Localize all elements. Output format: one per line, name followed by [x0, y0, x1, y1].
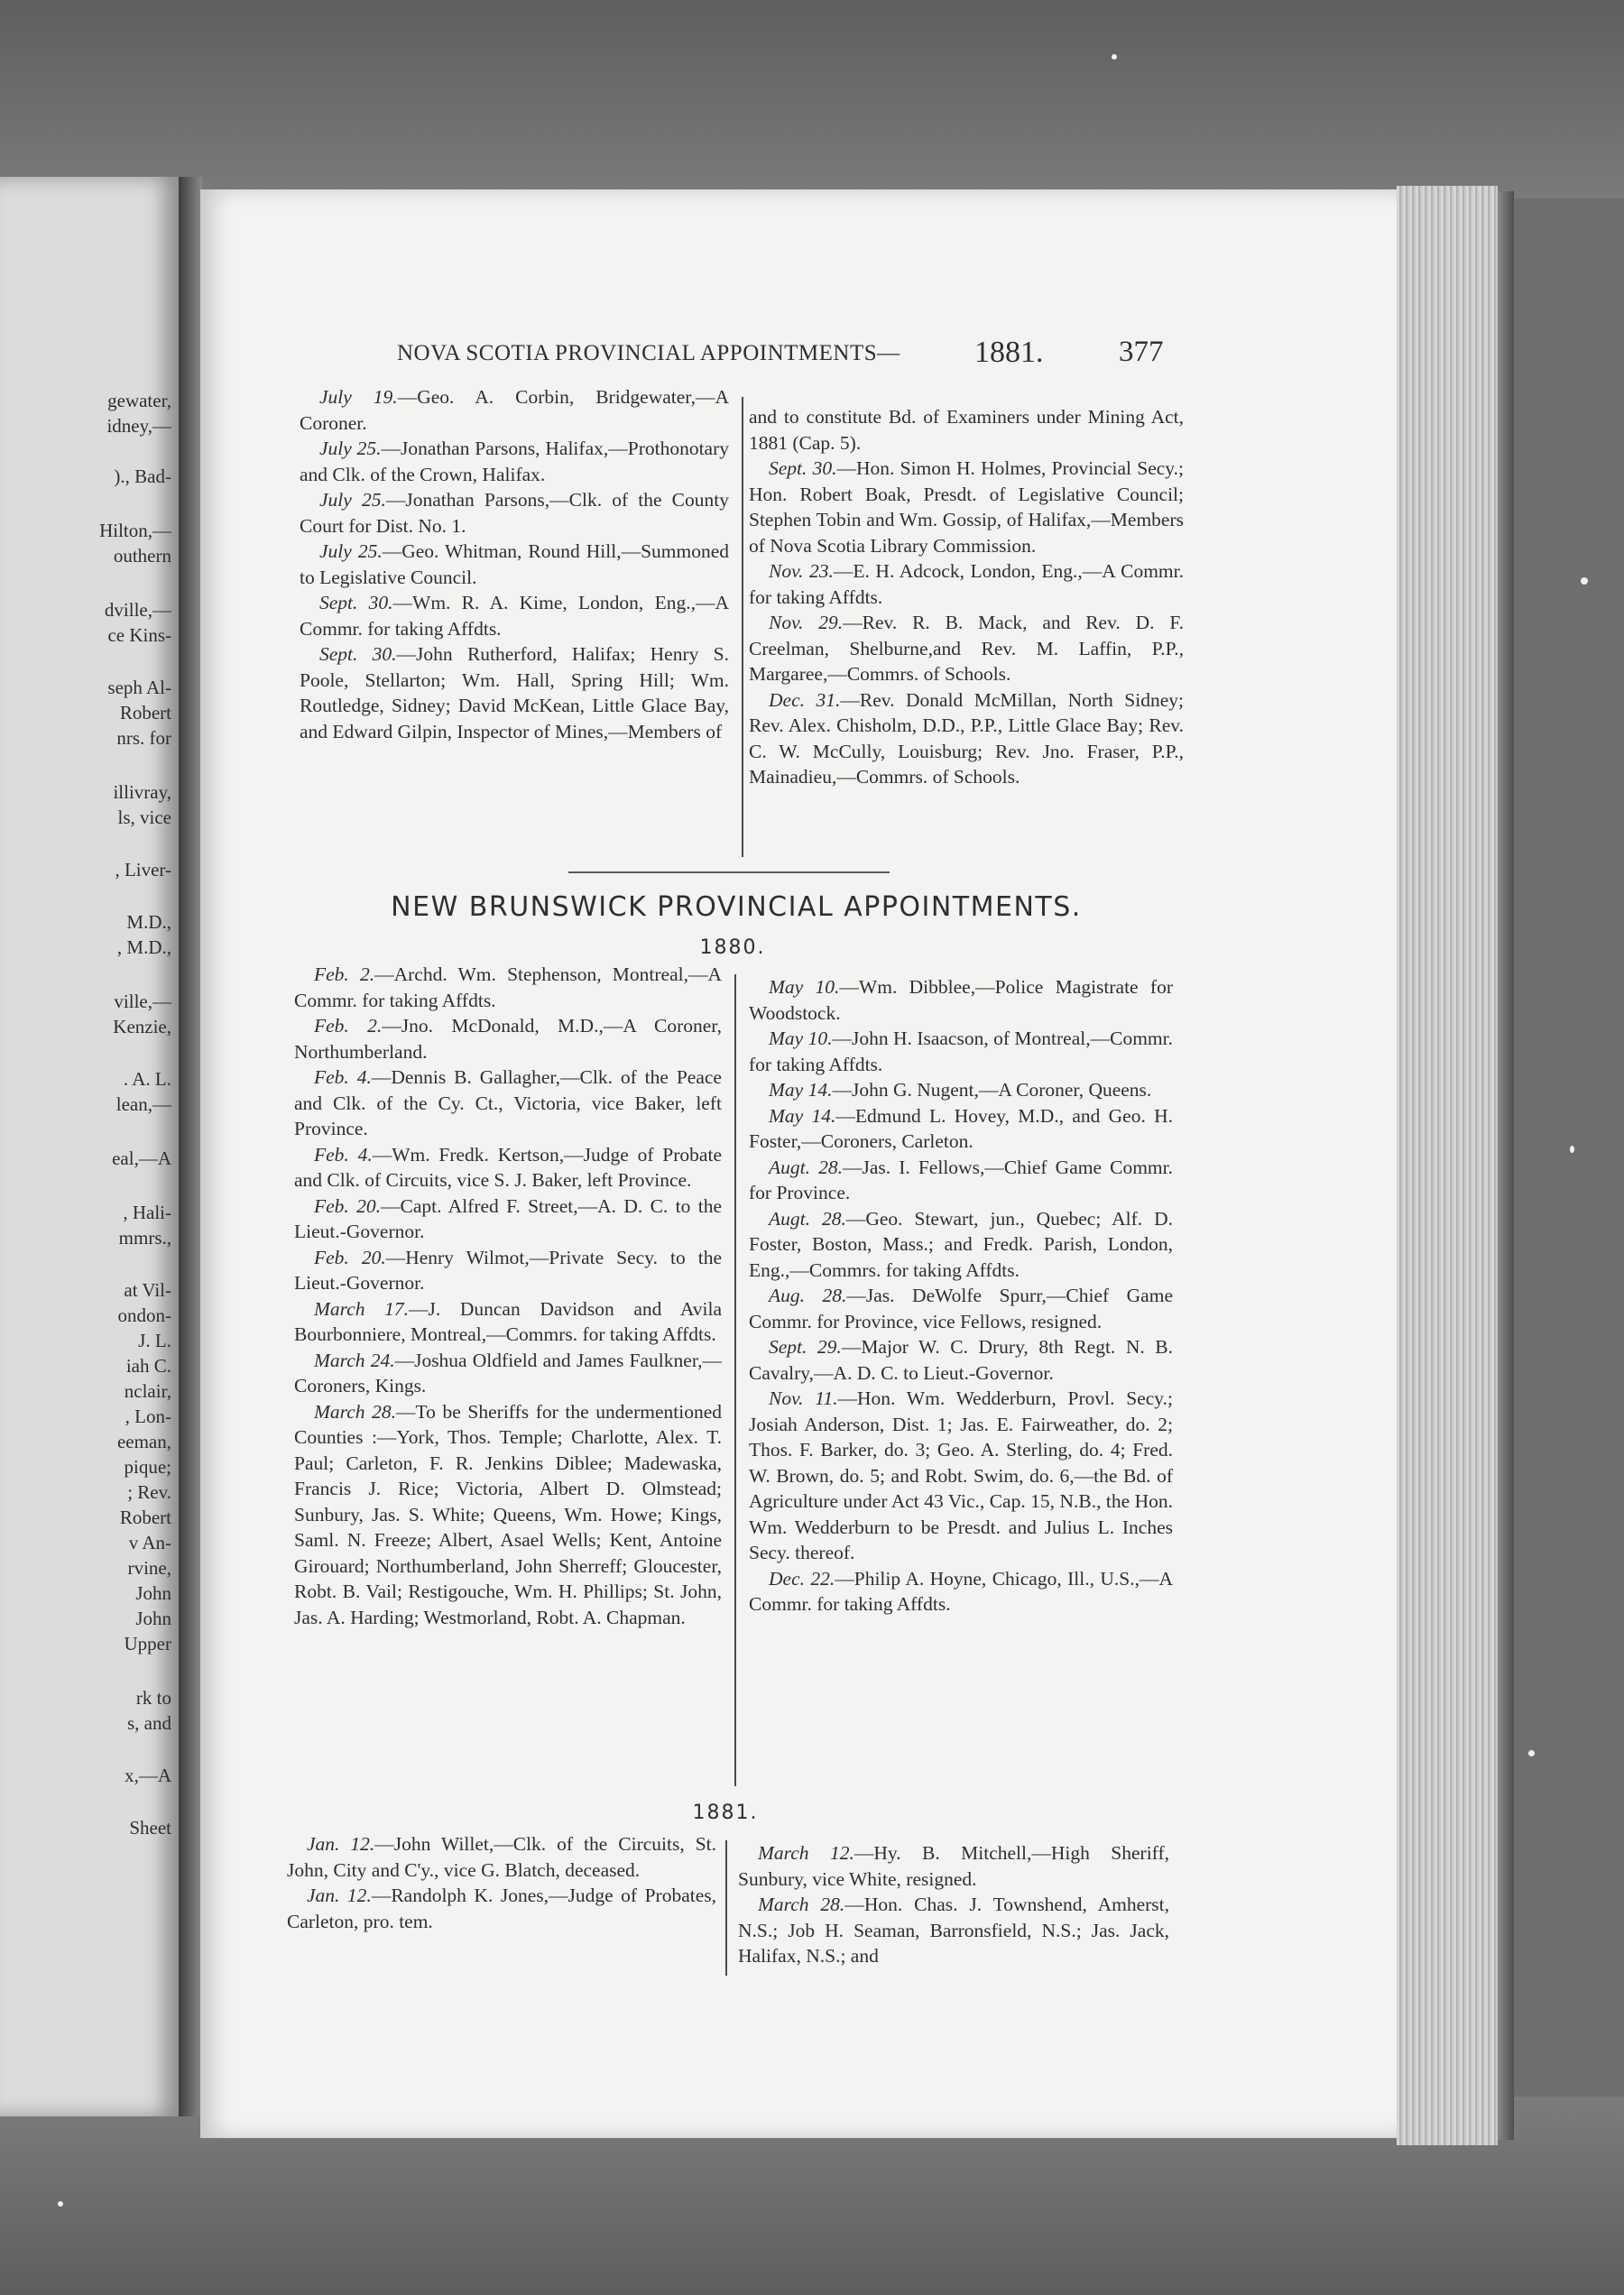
facing-page-text: ce Kins-: [107, 624, 171, 646]
appointment-entry: [749, 1283, 1173, 1334]
entry-date: Feb. 20.: [314, 1246, 386, 1268]
facing-page-text: ondon-: [117, 1304, 171, 1326]
entry-date: Feb. 2.: [314, 963, 375, 985]
nb-1881-left-column: [287, 1831, 716, 1934]
appointment-entry: [294, 1245, 722, 1296]
facing-page-text: John: [135, 1608, 171, 1629]
appointment-entry: [749, 1026, 1173, 1077]
appointment-entry: [749, 610, 1184, 687]
entry-date: Jan. 12.: [307, 1885, 372, 1906]
nb-1881-right-column: [738, 1840, 1169, 1969]
entry-text: —Geo. A. Corbin, Bridgewater,—A Coroner.: [300, 386, 729, 434]
entry-date: Dec. 22.: [769, 1567, 835, 1590]
appointment-entry: [294, 1065, 722, 1142]
ns-left-column: [300, 384, 729, 744]
header-title: NOVA SCOTIA PROVINCIAL APPOINTMENTS—: [397, 341, 900, 365]
entry-date: May 10.: [769, 976, 840, 998]
entry-date: Dec. 31.: [769, 688, 841, 711]
facing-page-text: Upper: [124, 1633, 171, 1654]
entry-date: May 14.: [769, 1079, 833, 1101]
entry-text: —Philip A. Hoyne, Chicago, Ill., U.S.,—A Commr. for taking Affdts.: [749, 1567, 1173, 1615]
appointment-entry: [738, 1840, 1169, 1892]
appointment-entry: [300, 384, 729, 436]
appointment-entry: [749, 404, 1184, 456]
entry-text: and to constitute Bd. of Examiners under Mining Act, 1881 (Cap. 5).: [749, 406, 1184, 454]
facing-page-text: pique;: [124, 1456, 171, 1478]
ns-column-rule: [742, 397, 743, 857]
entry-date: March 28.: [314, 1400, 397, 1423]
facing-page-text: s, and: [127, 1712, 171, 1734]
appointment-entry: [749, 1566, 1173, 1618]
appointment-entry: [294, 962, 722, 1013]
facing-page-text: Robert: [119, 1507, 171, 1528]
facing-page-text: outhern: [113, 545, 171, 567]
entry-text: —John Rutherford, Halifax; Henry S. Poole, Stellarton; Wm. Hall, Spring Hill; Wm. Routledge, Sidney; David McKean, Little Glace Bay, and Edward Gilpin, Inspector of Mines,—Members of: [300, 643, 729, 742]
entry-date: Sept. 29.: [769, 1336, 842, 1358]
dust-speck: [1581, 577, 1588, 585]
entry-date: March 17.: [314, 1297, 410, 1320]
dust-speck: [58, 2201, 63, 2207]
nb-1880-left-column: [294, 962, 722, 1630]
facing-page-text: , M.D.,: [116, 936, 171, 958]
appointment-entry: [294, 1013, 722, 1065]
year-heading-1881: 1881.: [692, 1802, 759, 1824]
facing-page-text: rk to: [135, 1687, 171, 1709]
page-number: 377: [1119, 336, 1164, 368]
entry-date: Jan. 12.: [307, 1833, 375, 1855]
entry-date: Aug. 28.: [769, 1285, 847, 1306]
entry-date: July 19.: [319, 386, 398, 408]
entry-text: —Randolph K. Jones,—Judge of Probates, Carleton, pro. tem.: [287, 1885, 716, 1932]
entry-text: —Capt. Alfred F. Street,—A. D. C. to the Lieut.-Governor.: [294, 1194, 722, 1242]
entry-date: May 10.: [769, 1028, 833, 1049]
facing-page-text: Kenzie,: [113, 1016, 171, 1037]
entry-text: —Wm. R. A. Kime, London, Eng.,—A Commr. for taking Affdts.: [300, 592, 729, 640]
entry-text: —Hon. Chas. J. Townshend, Amherst, N.S.; Job H. Seaman, Barronsfield, N.S.; Jas. Jack, Halifax, N.S.; and: [738, 1894, 1169, 1967]
facing-page-text: eal,—A: [112, 1148, 171, 1169]
entry-text: —Henry Wilmot,—Private Secy. to the Lieut.-Governor.: [294, 1246, 722, 1294]
appointment-entry: [294, 1142, 722, 1194]
entry-date: Nov. 11.: [769, 1387, 838, 1409]
facing-page-text: idney,—: [106, 415, 171, 437]
year-heading-1880: 1880.: [699, 936, 766, 959]
facing-page-text: Hilton,—: [99, 520, 171, 541]
entry-text: —Jonathan Parsons, Halifax,—Prothonotary and Clk. of the Crown, Halifax.: [300, 438, 730, 485]
entry-text: —Geo. Stewart, jun., Quebec; Alf. D. Foster, Boston, Mass.; and Fredk. Parish, London, Eng.,—Commrs. for taking Affdts.: [749, 1207, 1173, 1281]
entry-text: —Jno. McDonald, M.D.,—A Coroner, Northumberland.: [294, 1015, 722, 1063]
entry-date: July 25.: [319, 540, 383, 562]
book-cover-edge: [1498, 191, 1514, 2140]
entry-date: May 14.: [769, 1104, 836, 1127]
entry-text: —Dennis B. Gallagher,—Clk. of the Peace and Clk. of the Cy. Ct., Victoria, vice Baker, left Province.: [294, 1066, 722, 1139]
facing-page-text: iah C.: [125, 1355, 171, 1377]
entry-date: Feb. 2.: [314, 1015, 383, 1037]
entry-text: —J. Duncan Davidson and Avila Bourbonniere, Montreal,—Commrs. for taking Affdts.: [294, 1297, 722, 1345]
entry-text: —Rev. Donald McMillan, North Sidney; Rev. Alex. Chisholm, D.D., P.P., Little Glace Bay; Rev. C. W. McCully, Louisburg; Rev. Jno. Fraser, P.P., Mainadieu,—Commrs. of Schools.: [749, 688, 1184, 788]
facing-page-text: Sheet: [129, 1817, 171, 1839]
facing-page-text: )., Bad-: [114, 465, 171, 487]
facing-page-text: v An-: [128, 1532, 171, 1553]
entry-date: March 28.: [758, 1894, 845, 1915]
header-year: 1881.: [974, 336, 1044, 369]
appointment-entry: [300, 487, 729, 539]
entry-text: —To be Sheriffs for the undermentioned Counties :—York, Thos. Temple; Charlotte, Alex. T. Paul; Carleton, F. R. Jenkins Diblee; Madewaska, Francis J. Rice; Victoria, Albert D. Olmstead; Sunbury, Jas. S. White; Queens, Wm. Howe; Kings, Saml. N. Freeze; Albert, Asael Wells; Kent, Antoine Girouard; Northumberland, John Sherreff; Gloucester, Robt. B. Vail; Restigouche, Wm. H. Phillips; St. John, Jas. A. Harding; Westmorland, Robt. A. Chapman.: [294, 1400, 722, 1628]
facing-page-text: lean,—: [115, 1093, 171, 1115]
facing-page-text: x,—A: [125, 1765, 171, 1786]
entry-date: Feb. 20.: [314, 1194, 382, 1217]
entry-date: March 12.: [758, 1842, 854, 1864]
dust-speck: [1112, 54, 1117, 60]
entry-date: Sept. 30.: [319, 592, 393, 613]
appointment-entry: [749, 1386, 1173, 1566]
appointment-entry: [749, 1103, 1173, 1155]
dust-speck: [1528, 1750, 1535, 1756]
page-edges: [1397, 186, 1498, 2145]
facing-page-text: , Liver-: [115, 859, 171, 880]
entry-text: —Jas. I. Fellows,—Chief Game Commr. for Province.: [749, 1156, 1174, 1203]
entry-text: —John G. Nugent,—A Coroner, Queens.: [832, 1079, 1152, 1101]
entry-date: Feb. 4.: [314, 1066, 372, 1088]
facing-page-text: eeman,: [116, 1431, 171, 1452]
appointment-entry: [300, 539, 729, 590]
appointment-entry: [749, 558, 1184, 610]
entry-text: —Hon. Wm. Wedderburn, Provl. Secy.; Josiah Anderson, Dist. 1; Jas. E. Fairweather, do. 2; Thos. F. Barker, do. 3; Geo. A. Sterling, do. 4; Fred. W. Brown, do. 5; and Robt. Swim, do. 6,—the Bd. of Agriculture under Act 43 Vic., Cap. 15, N.B., the Hon. Wm. Wedderburn to be Presdt. and Julius L. Inches Secy. thereof.: [749, 1387, 1174, 1563]
entry-text: —Rev. R. B. Mack, and Rev. D. F. Creelman, Shelburne,and Rev. M. Laffin, P.P., Margaree,—Commrs. of Schools.: [749, 612, 1184, 685]
facing-page-text: at Vil-: [124, 1279, 171, 1301]
entry-text: —Jas. DeWolfe Spurr,—Chief Game Commr. for Province, vice Fellows, resigned.: [749, 1285, 1173, 1332]
facing-page-text: J. L.: [138, 1330, 171, 1351]
appointment-entry: [738, 1892, 1169, 1969]
facing-page-text: John: [135, 1582, 171, 1604]
entry-date: Sept. 30.: [769, 457, 837, 479]
nb-1881-column-rule: [725, 1840, 727, 1976]
entry-date: Nov. 29.: [769, 612, 844, 633]
entry-text: —Major W. C. Drury, 8th Regt. N. B. Cavalry,—A. D. C. to Lieut.-Governor.: [749, 1336, 1173, 1384]
entry-text: —Wm. Dibblee,—Police Magistrate for Woodstock.: [749, 976, 1174, 1024]
appointment-entry: [749, 687, 1184, 790]
facing-page-text: , Hali-: [123, 1202, 171, 1223]
nb-1880-column-rule: [734, 974, 736, 1786]
entry-text: —E. H. Adcock, London, Eng.,—A Commr. for taking Affdts.: [749, 560, 1184, 608]
facing-page-text: mmrs.,: [118, 1227, 171, 1249]
appointment-entry: [294, 1296, 722, 1348]
entry-date: July 25.: [319, 438, 382, 459]
dust-speck: [1570, 1146, 1574, 1153]
entry-text: —Geo. Whitman, Round Hill,—Summoned to Legislative Council.: [300, 540, 730, 588]
facing-page-text: M.D.,: [126, 911, 171, 933]
entry-text: —John Willet,—Clk. of the Circuits, St. John, City and C'y., vice G. Blatch, deceased.: [287, 1833, 716, 1881]
entry-date: Augt. 28.: [769, 1207, 846, 1230]
entry-date: Feb. 4.: [314, 1143, 373, 1166]
running-header: [397, 336, 1173, 375]
appointment-entry: [300, 641, 729, 744]
entry-text: —Archd. Wm. Stephenson, Montreal,—A Commr. for taking Affdts.: [294, 963, 722, 1011]
facing-page-text: illivray,: [113, 781, 171, 803]
facing-page-text: dville,—: [104, 599, 171, 621]
book-gutter: [179, 177, 202, 2116]
facing-page-text: ls, vice: [117, 806, 171, 828]
nb-1880-right-column: [749, 974, 1173, 1618]
section-title-new-brunswick: NEW BRUNSWICK PROVINCIAL APPOINTMENTS.: [391, 891, 1082, 923]
appointment-entry: [749, 1077, 1173, 1103]
entry-date: July 25.: [319, 489, 386, 511]
appointment-entry: [749, 1155, 1173, 1206]
facing-page-fragment: [0, 177, 180, 2116]
facing-page-text: Robert: [119, 702, 171, 724]
appointment-entry: [749, 456, 1184, 558]
entry-text: —Hon. Simon H. Holmes, Provincial Secy.; Hon. Robert Boak, Presdt. of Legislative Council; Stephen Tobin and Wm. Gossip, of Halifax,—Members of Nova Scotia Library Commission.: [749, 457, 1184, 557]
ns-right-column: [749, 404, 1184, 790]
facing-page-text: , Lon-: [125, 1406, 171, 1427]
appointment-entry: [300, 436, 729, 487]
facing-page-text: ville,—: [114, 991, 171, 1012]
entry-text: —Jonathan Parsons,—Clk. of the County Court for Dist. No. 1.: [300, 489, 730, 537]
entry-text: —John H. Isaacson, of Montreal,—Commr. for taking Affdts.: [749, 1028, 1173, 1075]
entry-text: —Hy. B. Mitchell,—High Sheriff, Sunbury, vice White, resigned.: [738, 1842, 1169, 1890]
appointment-entry: [749, 1206, 1173, 1284]
facing-page-text: gewater,: [107, 390, 171, 411]
appointment-entry: [287, 1831, 716, 1883]
entry-date: Augt. 28.: [769, 1156, 843, 1178]
appointment-entry: [287, 1883, 716, 1934]
entry-text: —Edmund L. Hovey, M.D., and Geo. H. Foster,—Coroners, Carleton.: [749, 1104, 1173, 1152]
backdrop-top: [0, 0, 1624, 198]
facing-page-text: nrs. for: [116, 727, 171, 749]
appointment-entry: [300, 590, 729, 641]
facing-page-text: seph Al-: [107, 677, 171, 698]
section-divider: [568, 871, 890, 873]
appointment-entry: [294, 1399, 722, 1631]
facing-page-text: . A. L.: [123, 1068, 171, 1090]
entry-text: —Wm. Fredk. Kertson,—Judge of Probate and Clk. of Circuits, vice S. J. Baker, left Province.: [294, 1143, 722, 1191]
entry-date: March 24.: [314, 1349, 395, 1371]
appointment-entry: [749, 974, 1173, 1026]
appointment-entry: [294, 1348, 722, 1399]
entry-text: —Joshua Oldfield and James Faulkner,—Coroners, Kings.: [294, 1349, 722, 1396]
facing-page-text: ; Rev.: [127, 1481, 171, 1503]
entry-date: Sept. 30.: [319, 643, 397, 665]
entry-date: Nov. 23.: [769, 560, 834, 582]
appointment-entry: [749, 1334, 1173, 1386]
facing-page-text: nclair,: [124, 1380, 171, 1402]
facing-page-text: rvine,: [127, 1557, 171, 1579]
appointment-entry: [294, 1194, 722, 1245]
